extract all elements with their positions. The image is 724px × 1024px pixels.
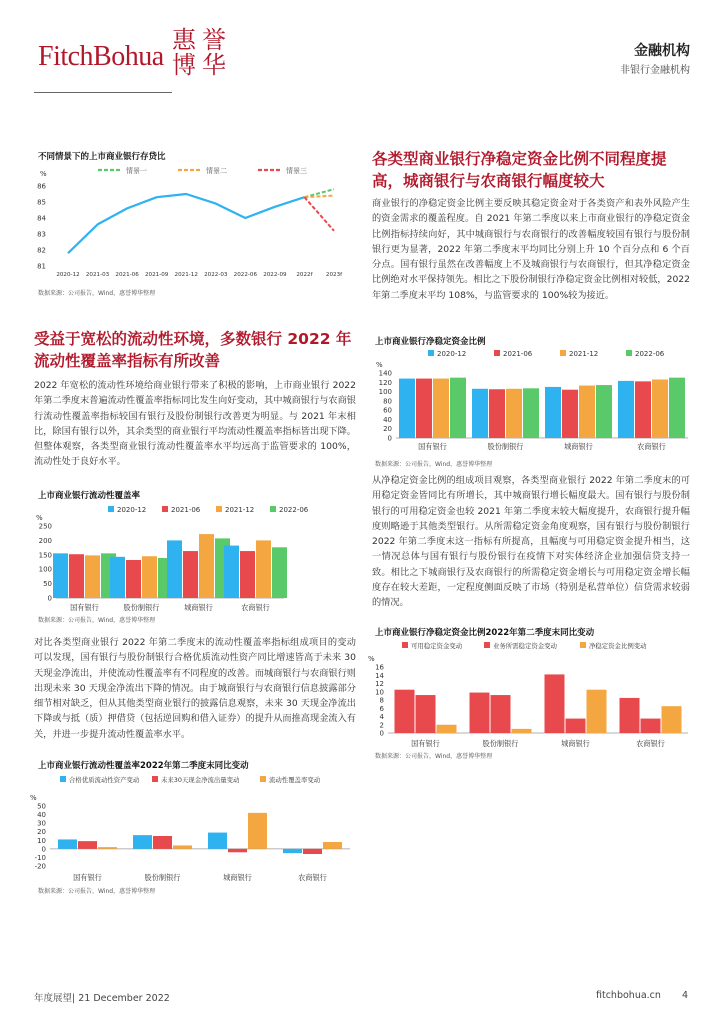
section-subtitle: 非银行金融机构 [620, 65, 690, 76]
x-category-label: 股份制银行 [482, 739, 519, 748]
bar-4 [450, 378, 466, 438]
y-tick-label: 86 [37, 182, 46, 191]
y-tick-label: 40 [37, 811, 46, 820]
legend-label-3: 净稳定资金比例变动 [589, 642, 647, 650]
y-tick-label: 120 [378, 378, 392, 387]
y-tick-label: 84 [37, 214, 46, 223]
y-axis-unit-label: % [376, 361, 383, 369]
legend-label-1: 情景一 [126, 167, 147, 175]
legend-label-1: 2020-12 [437, 350, 467, 358]
x-tick-label: 2021-03 [85, 272, 110, 278]
legend-label-3: 流动性覆盖率变动 [269, 776, 321, 784]
y-tick-label: 100 [38, 565, 52, 574]
x-category-label: 农商银行 [636, 739, 665, 748]
paragraph-lcr-components: 对比各类型商业银行 2022 年第二季度末的流动性覆盖率指标组成项目的变动可以发现，国有银行与股份制银行合格优质流动性资产同比增速皆高于未来 30 天现金净流出，并使流动性覆盖率有不同程度的改善。而城商银行与农商银行则出现未来 30 天现金净流出下降的情况。由于城商银行与农商银行信息披露部分细节相对缺乏，但从其他类型商业银行的披露信息观察，未来 30 天现金净流出下降或与抵（质）押借贷（包括逆回购和借入证券）的提升从而推高现金流入有关，并进一步提升流动性覆盖率水平。 [34, 637, 356, 740]
x-category-label: 农商银行 [637, 442, 666, 451]
bar-2 [240, 551, 255, 598]
legend-swatch-3 [580, 642, 586, 648]
bar-2 [489, 389, 505, 438]
history-line [68, 194, 304, 253]
y-tick-label: 82 [37, 246, 46, 255]
logo-chinese: 惠誉博华 [172, 26, 232, 79]
x-tick-label: 2021-09 [144, 272, 169, 278]
legend-label-4: 2022-06 [279, 506, 309, 514]
heading-nsfr: 各类型商业银行净稳定资金比例不同程度提高，城商银行与农商银行幅度较大 [372, 150, 667, 190]
y-tick-label: 30 [37, 819, 46, 828]
x-category-label: 国有银行 [411, 739, 440, 748]
y-tick-label: -20 [34, 862, 46, 871]
legend-swatch-1 [108, 506, 114, 512]
legend-label-2: 未来30天现金净流出量变动 [161, 776, 240, 784]
y-tick-label: 40 [383, 415, 392, 424]
bar-3 [662, 706, 682, 733]
x-tick-label: 2023f [325, 272, 343, 278]
bar-3 [98, 847, 117, 849]
bar-1 [208, 833, 227, 849]
bar-3 [437, 725, 457, 733]
legend-swatch-2 [162, 506, 168, 512]
bar-1 [224, 546, 239, 598]
legend-swatch-3 [216, 506, 222, 512]
scenario-line-2 [304, 196, 334, 198]
bar-2 [416, 695, 436, 733]
bar-3 [85, 555, 100, 598]
bar-1 [545, 674, 565, 733]
legend-label-1: 2020-12 [117, 506, 147, 514]
chart4-source: 数据来源：公司报告，Wind，惠誉博华整理 [375, 461, 493, 468]
y-tick-label: 0 [47, 594, 52, 603]
x-category-label: 国有银行 [73, 873, 102, 882]
y-axis-unit-label: % [30, 794, 37, 802]
y-tick-label: 50 [37, 802, 46, 811]
bar-2 [641, 719, 661, 733]
chart2-source: 数据来源：公司报告，Wind，惠誉博华整理 [38, 617, 156, 624]
bar-3 [199, 534, 214, 598]
bar-2 [228, 849, 247, 852]
bar-4 [596, 385, 612, 438]
footer-website-link[interactable]: fitchbohua.cn [596, 990, 661, 1001]
footer-publication: 年度展望| 21 December 2022 [34, 993, 170, 1004]
x-category-label: 农商银行 [298, 873, 327, 882]
bar-2 [153, 836, 172, 849]
legend-label-2: 2021-06 [171, 506, 201, 514]
legend-label-3: 2021-12 [569, 350, 599, 358]
legend-label-3: 情景三 [286, 167, 307, 175]
bar-1 [53, 553, 68, 598]
bar-1 [283, 849, 302, 853]
y-tick-label: 0 [387, 434, 392, 443]
x-category-label: 国有银行 [418, 442, 447, 451]
x-tick-label: 2022f [296, 272, 313, 278]
y-tick-label: 4 [379, 713, 384, 721]
bar-1 [618, 381, 634, 438]
bar-4 [523, 388, 539, 438]
bar-1 [133, 835, 152, 849]
chart1-source: 数据来源：公司报告，Wind，惠誉博华整理 [38, 290, 156, 297]
bar-4 [669, 378, 685, 438]
chart3-title: 上市商业银行流动性覆盖率2022年第二季度末同比变动 [38, 761, 249, 771]
bar-3 [652, 380, 668, 439]
bar-2 [183, 551, 198, 598]
legend-swatch-1 [60, 776, 66, 782]
bar-3 [433, 379, 449, 438]
legend-swatch-4 [626, 350, 632, 356]
legend-swatch-1 [428, 350, 434, 356]
y-tick-label: 60 [383, 406, 392, 415]
y-tick-label: 2 [379, 721, 384, 730]
bar-1 [110, 557, 125, 598]
y-axis-unit-label: % [368, 655, 375, 663]
y-axis-unit-label: % [36, 514, 43, 522]
legend-label-3: 2021-12 [225, 506, 255, 514]
bar-2 [69, 554, 84, 598]
legend-label-1: 合格优质流动性资产变动 [69, 776, 140, 784]
y-tick-label: 16 [375, 663, 384, 672]
legend-swatch-3 [260, 776, 266, 782]
y-tick-label: 10 [37, 836, 46, 845]
legend-swatch-3 [560, 350, 566, 356]
y-tick-label: 0 [41, 845, 46, 854]
bar-3 [142, 556, 157, 598]
bar-3 [248, 813, 267, 849]
y-tick-label: 12 [375, 680, 384, 688]
heading-liquidity-coverage: 受益于宽松的流动性环境，多数银行 2022 年流动性覆盖率指标有所改善 [34, 330, 352, 370]
bar-3 [579, 386, 595, 438]
y-tick-label: -10 [34, 853, 46, 862]
x-category-label: 股份制银行 [144, 873, 181, 882]
legend-label-4: 2022-06 [635, 350, 665, 358]
bar-4 [272, 547, 287, 598]
section-title: 金融机构 [634, 43, 690, 59]
chart2-bar-chart [30, 500, 350, 612]
legend-label-2: 2021-06 [503, 350, 533, 358]
x-tick-label: 2022-03 [204, 272, 228, 278]
bar-2 [78, 841, 97, 849]
x-category-label: 城商银行 [184, 603, 213, 612]
bar-3 [323, 842, 342, 849]
bar-3 [512, 729, 532, 733]
bar-2 [491, 695, 511, 733]
bar-3 [173, 845, 192, 848]
y-tick-label: 81 [37, 262, 46, 271]
y-tick-label: 80 [383, 397, 392, 406]
bar-2 [635, 381, 651, 438]
y-tick-label: 140 [378, 369, 392, 378]
y-tick-label: 85 [37, 198, 46, 207]
y-tick-label: 8 [379, 696, 384, 705]
scenario-line-3 [304, 197, 334, 231]
bar-1 [472, 389, 488, 438]
legend-label-2: 业务所需稳定资金变动 [493, 642, 557, 650]
y-tick-label: 50 [43, 580, 52, 589]
footer-page-number: 4 [682, 990, 689, 1001]
chart5-source: 数据来源：公司报告，Wind，惠誉博华整理 [375, 753, 493, 760]
chart5-title: 上市商业银行净稳定资金比例2022年第二季度末同比变动 [375, 628, 595, 638]
x-tick-label: 2021-12 [174, 272, 198, 278]
chart1-line-chart [30, 162, 350, 284]
bar-2 [303, 849, 322, 854]
chart1-title: 不同情景下的上市商业银行存贷比 [38, 152, 166, 162]
bar-3 [256, 540, 271, 598]
bar-1 [58, 839, 77, 848]
legend-swatch-4 [270, 506, 276, 512]
logo-text: FitchBohua [38, 41, 164, 72]
y-tick-label: 100 [378, 388, 392, 397]
y-tick-label: 10 [375, 688, 384, 697]
bar-3 [587, 690, 607, 733]
legend-swatch-2 [484, 642, 490, 648]
chart5-bar-chart [366, 637, 690, 749]
y-tick-label: 20 [383, 425, 392, 434]
y-axis-unit-label: % [40, 170, 47, 178]
bar-1 [470, 693, 490, 733]
x-category-label: 城商银行 [223, 873, 252, 882]
legend-label-2: 情景二 [206, 167, 227, 175]
bar-1 [399, 379, 415, 438]
x-category-label: 国有银行 [70, 603, 99, 612]
legend-label-1: 可用稳定资金变动 [411, 642, 463, 650]
header-divider [34, 92, 172, 93]
legend-swatch-2 [152, 776, 158, 782]
y-tick-label: 14 [375, 671, 384, 680]
y-tick-label: 150 [38, 551, 52, 560]
y-tick-label: 20 [37, 828, 46, 837]
y-tick-label: 83 [37, 230, 46, 239]
x-tick-label: 2021-06 [115, 272, 139, 278]
chart4-bar-chart [366, 345, 690, 457]
y-tick-label: 200 [38, 536, 52, 545]
x-category-label: 城商银行 [564, 442, 593, 451]
paragraph-nsfr-overview: 商业银行的净稳定资金比例主要反映其稳定资金对于各类资产和表外风险产生的资金需求的覆盖程度。自 2021 年第二季度以来上市商业银行的净稳定资金比例指标持续向好，其中城商银行与农商银行的改善幅度较国有银行与股份制银行更为显著，2022 年第二季度末平均同比分别上升 10 个百分点和 6 个百分点。国有银行虽然在改善幅度上不及城商银行与农商银行，但其净稳定资金比例绝对水平保持领先。相比之下股份制银行净稳定资金比例相对较低，2022 年第二季度末平均 108%，与监管要求的 100%较为接近。 [372, 198, 690, 301]
bar-1 [395, 690, 415, 733]
chart4-title: 上市商业银行净稳定资金比例 [375, 337, 486, 347]
paragraph-nsfr-components: 从净稳定资金比例的组成项目观察，各类型商业银行 2022 年第二季度末的可用稳定资金皆同比有所增长，其中城商银行增长幅度最大。国有银行与股份制银行的可用稳定资金也较 2021 年第二季度末较大幅度提升，农商银行提升幅度则略逊于其他类型银行。从所需稳定资金角度观察，国有银行与股份制银行 2022 年第二季度末这一指标有所提高，且幅度与可用稳定资金提升相当，这一情况总体与国有银行与股份银行在疫情下对实体经济企业加强信贷支持一致。相比之下城商银行及农商银行的所需稳定资金增长与可用稳定资金增长幅度存在较大差距，一定程度侧面反映了市场（特别是私营单位）信贷需求较弱的情况。 [372, 475, 690, 609]
x-category-label: 城商银行 [561, 739, 590, 748]
x-category-label: 农商银行 [241, 603, 270, 612]
bar-1 [545, 387, 561, 438]
y-tick-label: 6 [379, 704, 384, 713]
x-tick-label: 2022-09 [263, 272, 287, 278]
y-tick-label: 250 [38, 522, 52, 531]
paragraph-lcr-overview: 2022 年宽松的流动性环境给商业银行带来了积极的影响，上市商业银行 2022 年第二季度末普遍流动性覆盖率指标同比发生向好变动，其中城商银行与农商银行流动性覆盖率指标较国有银行及股份制银行改善更为明显。与 2021 年末相比，除国有银行以外，其余类型的商业银行平均流动性覆盖率指标皆出现下降。但整体观察，各类型商业银行流动性覆盖率水平均远高于监管要求的 100%，流动性处于良好水平。 [34, 380, 356, 468]
chart3-bar-chart [30, 770, 350, 885]
bar-3 [506, 389, 522, 438]
chart3-source: 数据来源：公司报告，Wind，惠誉博华整理 [38, 888, 156, 895]
bar-1 [620, 698, 640, 733]
x-category-label: 股份制银行 [487, 442, 524, 451]
bar-2 [566, 719, 586, 733]
bar-2 [416, 379, 432, 438]
x-tick-label: 2020-12 [56, 272, 80, 278]
legend-swatch-1 [402, 642, 408, 648]
chart2-title: 上市商业银行流动性覆盖率 [38, 491, 141, 501]
legend-swatch-2 [494, 350, 500, 356]
x-tick-label: 2022-06 [233, 272, 258, 278]
x-category-label: 股份制银行 [123, 603, 160, 612]
bar-1 [167, 540, 182, 598]
bar-2 [126, 560, 141, 598]
y-tick-label: 0 [379, 729, 384, 738]
bar-2 [562, 390, 578, 438]
